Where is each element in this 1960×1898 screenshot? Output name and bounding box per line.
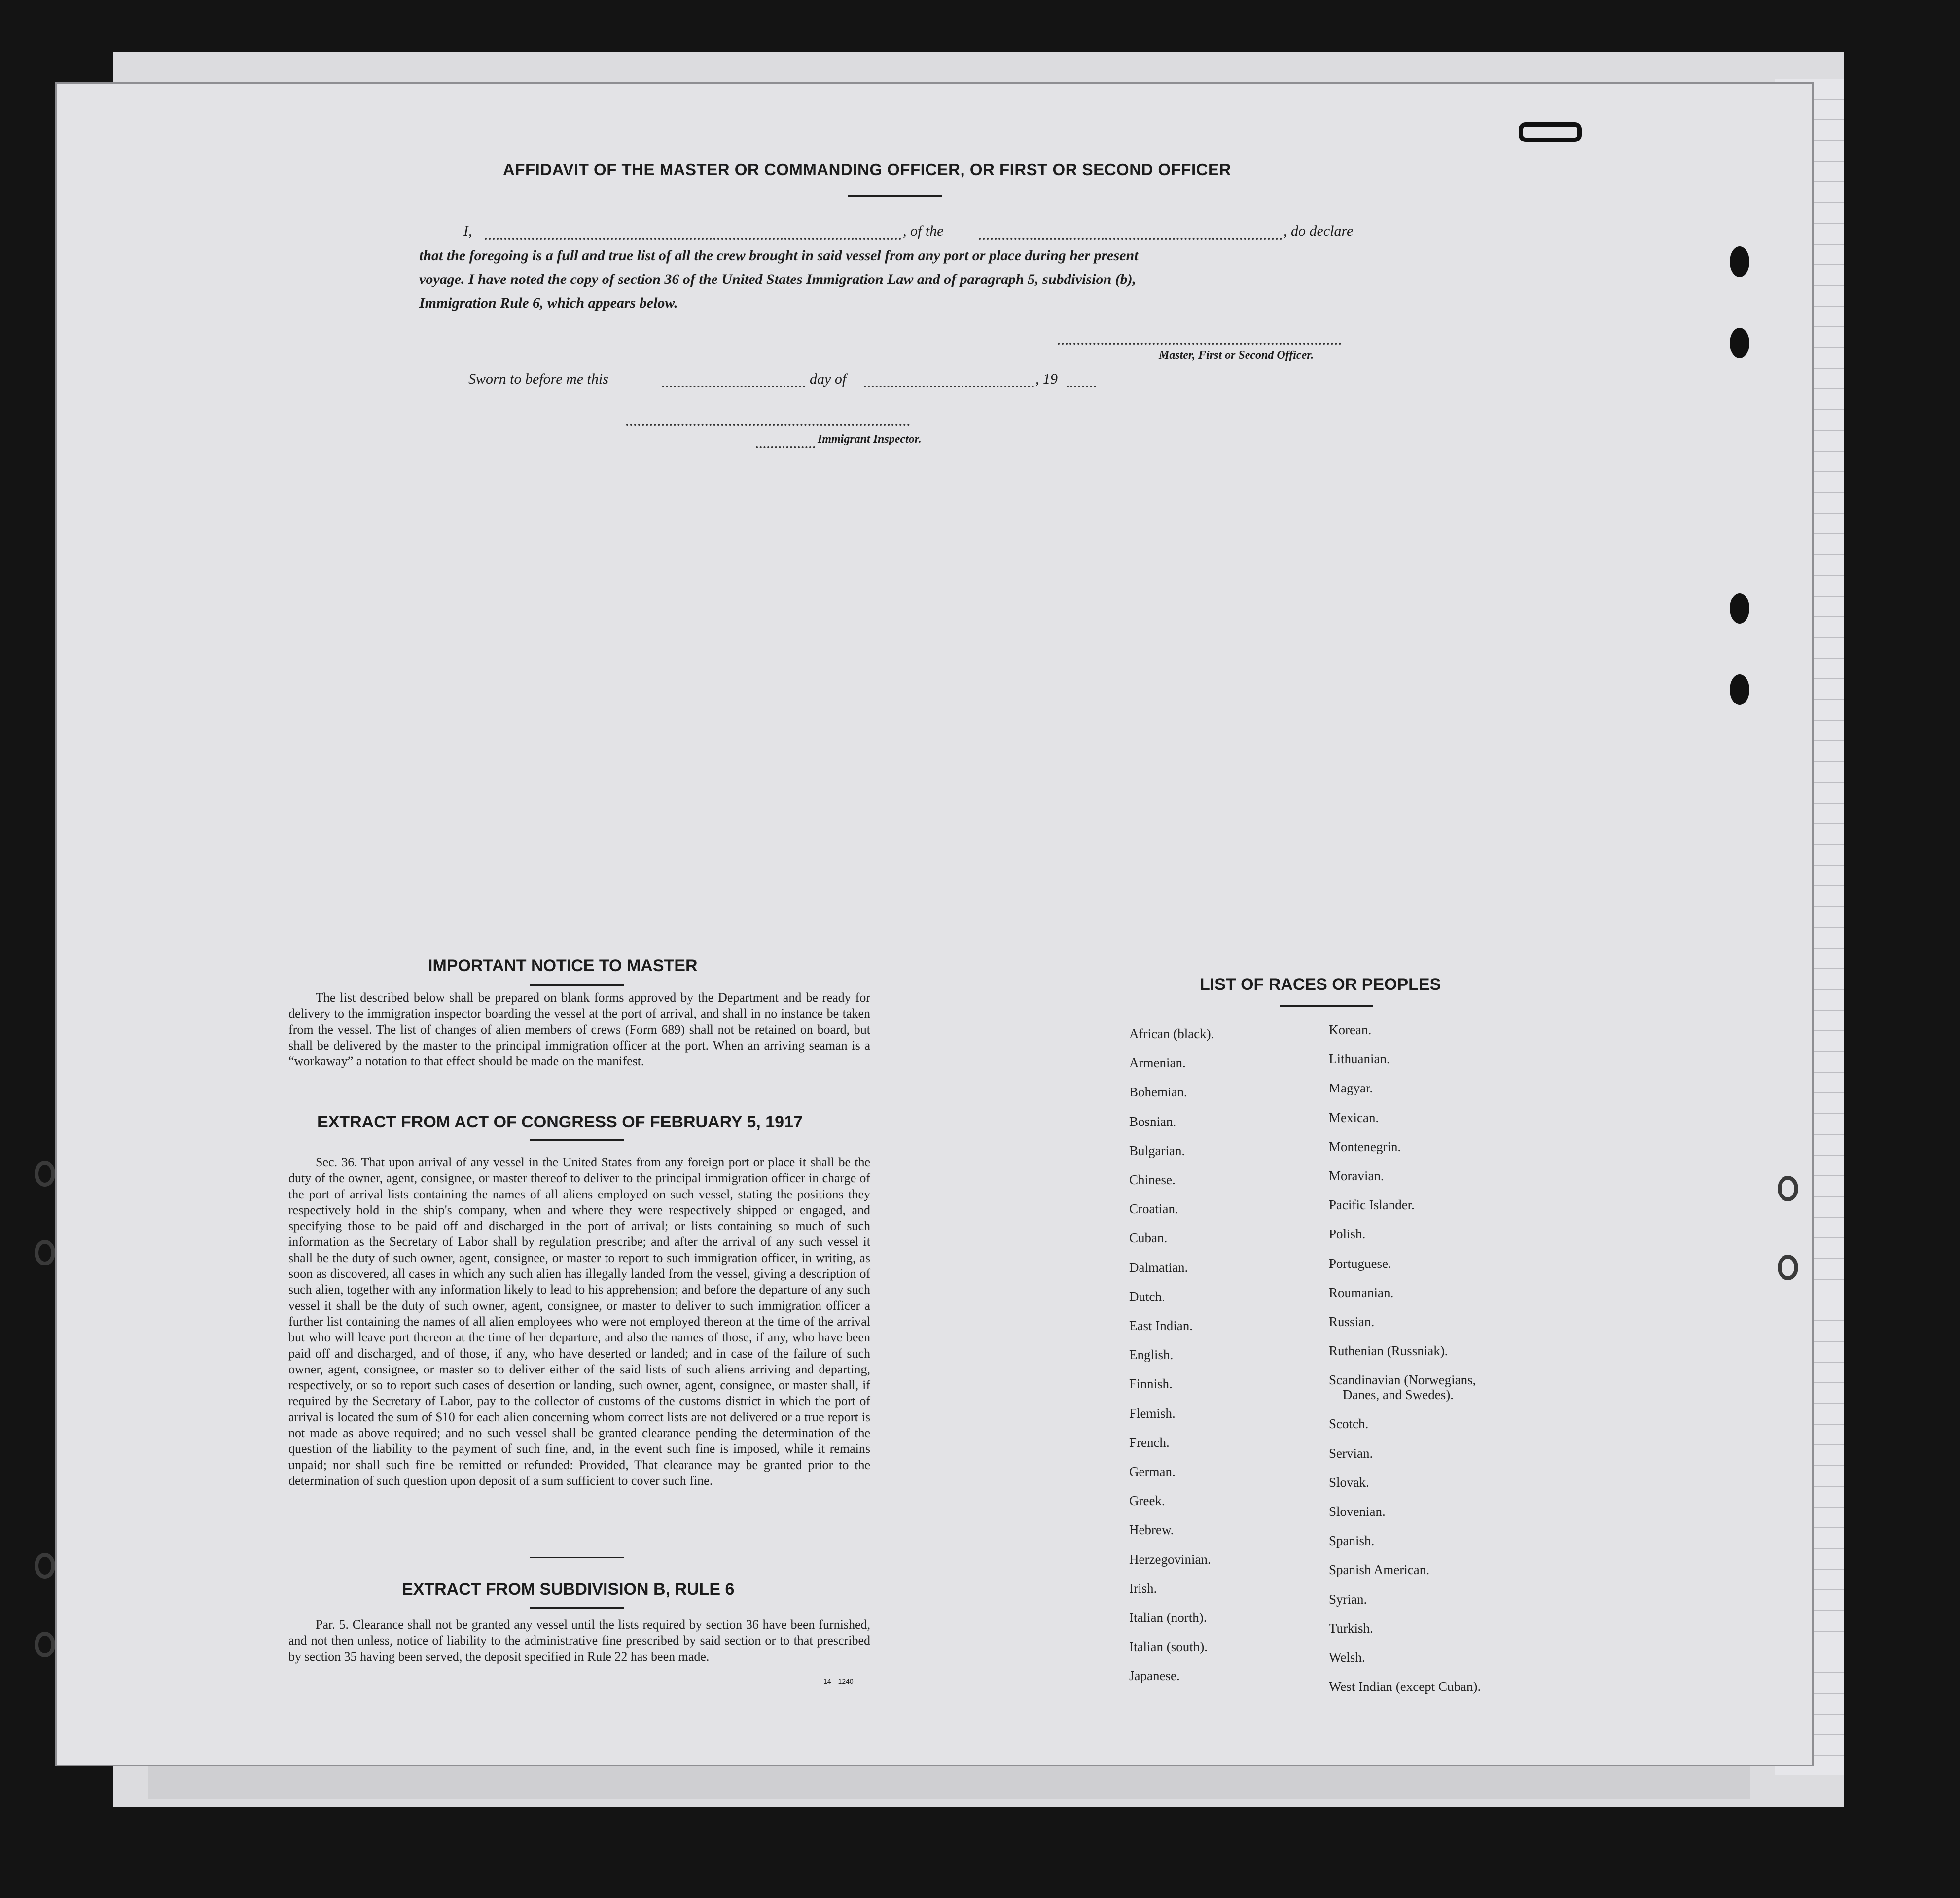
notice-title-rule bbox=[530, 984, 624, 986]
races-left-column bbox=[1129, 1019, 1214, 1691]
sworn-year-field[interactable] bbox=[1067, 386, 1096, 387]
race-item: Japanese. bbox=[1129, 1668, 1180, 1684]
binder-hole-icon bbox=[1730, 246, 1749, 277]
race-item: Slovak. bbox=[1329, 1475, 1369, 1490]
notice-text: The list described below shall be prepared on blank forms approved by the Department and be ready for delivery to the immigration inspector boarding the vessel at the port of arrival, and shall in no instance be taken from the vessel. The list of changes of alien members of crews (Form 689) shall not be retained on board, but shall be delivered by the master to the principal immigration officer at the port. When an arriving seaman is a “workaway” a notation to that effect should be made on the manifest. bbox=[288, 990, 870, 1069]
binder-hole-icon bbox=[1730, 328, 1749, 358]
sworn-day-field[interactable] bbox=[662, 386, 805, 387]
race-item: German. bbox=[1129, 1464, 1176, 1479]
race-item: Magyar. bbox=[1329, 1081, 1373, 1096]
race-item: Chinese. bbox=[1129, 1172, 1176, 1188]
race-item: West Indian (except Cuban). bbox=[1329, 1679, 1481, 1694]
race-item: Bosnian. bbox=[1129, 1114, 1176, 1129]
binder-hole-icon bbox=[1730, 593, 1749, 624]
affidavit-i-label: I, bbox=[463, 223, 472, 239]
race-item: Italian (north). bbox=[1129, 1610, 1207, 1625]
affidavit-vessel-field[interactable] bbox=[979, 238, 1282, 240]
affidavit-text-line4: Immigration Rule 6, which appears below. bbox=[419, 295, 678, 311]
affidavit-declare-label: , do declare bbox=[1283, 223, 1354, 239]
race-item: Scandinavian (Norwegians, bbox=[1329, 1372, 1476, 1388]
race-item: Bulgarian. bbox=[1129, 1143, 1185, 1158]
races-right-column bbox=[1329, 1016, 1481, 1701]
binder-ring-icon bbox=[1778, 1255, 1798, 1280]
race-item: Spanish American. bbox=[1329, 1562, 1429, 1578]
race-item: Mexican. bbox=[1329, 1110, 1379, 1125]
race-item: Syrian. bbox=[1329, 1591, 1367, 1607]
inspector-signature-label: Immigrant Inspector. bbox=[818, 433, 922, 446]
race-item: Pacific Islander. bbox=[1329, 1197, 1415, 1213]
extract-rule-title: EXTRACT FROM SUBDIVISION B, RULE 6 bbox=[402, 1580, 735, 1599]
race-item: Hebrew. bbox=[1129, 1522, 1174, 1538]
race-item: Italian (south). bbox=[1129, 1639, 1208, 1654]
race-item: Bohemian. bbox=[1129, 1085, 1187, 1100]
form-page bbox=[57, 84, 1812, 1765]
race-item: Greek. bbox=[1129, 1493, 1165, 1509]
race-item: Croatian. bbox=[1129, 1201, 1178, 1217]
race-item: Herzegovinian. bbox=[1129, 1551, 1211, 1567]
race-item: Scotch. bbox=[1329, 1416, 1369, 1432]
master-signature-label: Master, First or Second Officer. bbox=[1159, 349, 1314, 362]
race-item: African (black). bbox=[1129, 1026, 1214, 1041]
race-item: Danes, and Swedes). bbox=[1343, 1387, 1454, 1403]
race-item: French. bbox=[1129, 1435, 1170, 1450]
extract-act-title-rule bbox=[530, 1139, 624, 1141]
binder-ring-icon bbox=[35, 1632, 55, 1657]
race-item: Roumanian. bbox=[1329, 1285, 1394, 1300]
race-item: Ruthenian (Russniak). bbox=[1329, 1343, 1448, 1359]
sworn-day-of-label: day of bbox=[810, 371, 847, 387]
binder-hole-icon bbox=[1730, 674, 1749, 705]
race-item: Korean. bbox=[1329, 1022, 1372, 1037]
race-item: Polish. bbox=[1329, 1227, 1366, 1242]
race-item: Portuguese. bbox=[1329, 1256, 1391, 1271]
extract-act-title: EXTRACT FROM ACT OF CONGRESS OF FEBRUARY 5, 1917 bbox=[317, 1113, 803, 1131]
inspector-signature-field[interactable] bbox=[626, 424, 910, 426]
master-signature-field[interactable] bbox=[1058, 343, 1341, 345]
extract-act-end-rule bbox=[530, 1557, 624, 1558]
form-number: 14—1240 bbox=[823, 1677, 854, 1685]
paper-clip-icon bbox=[1519, 122, 1582, 142]
extract-rule-title-rule bbox=[530, 1607, 624, 1609]
binder-ring-icon bbox=[35, 1553, 55, 1579]
race-item: Cuban. bbox=[1129, 1230, 1168, 1246]
race-item: Irish. bbox=[1129, 1581, 1157, 1596]
extract-act-text: Sec. 36. That upon arrival of any vessel in the United States from any foreign port or place it shall be the duty of the owner, agent, consignee, or master thereof to deliver to the principal immigration officer in charge of the port of arrival lists containing the names of all aliens employed on such vessel, stating the positions they respectively hold in the ship's company, when and where they were respectively shipped or engaged, and specifying those to be paid off and discharged in the port of arrival; or lists containing so much of such information as the Secretary of Labor shall by regulation prescribe; and after the arrival of any such vessel it shall be the duty of such owner, agent, consignee, or master to report to such immigration officer, in writing, as soon as discovered, all cases in which any such alien has illegally landed from the vessel, giving a description of such alien, together with any information likely to lead to his apprehension; and before the departure of any such vessel it shall be the duty of such owner, agent, consignee, or master to deliver to such immigration officer a further list containing the names of all alien employees who were not employed thereon at the time of the arrival but who will leave port thereon at the time of her departure, and also the names of those, if any, who have been paid off and discharged, and of those, if any, who have deserted or landed; and in case of the failure of such owner, agent, consignee, or master so to deliver either of the said lists of such aliens arriving and departing, respectively, or so to report such cases of desertion or landing, such owner, agent, consignee, or master shall, if required by the Secretary of Labor, pay to the collector of customs of the customs district in which the port of arrival is located the sum of $10 for each alien concerning whom correct lists are not delivered or a true report is not made as above required; and no such vessel shall be granted clearance pending the determination of the question of the liability to the payment of such fine, and, in the event such fine is imposed, while it remains unpaid; nor shall such fine be remitted or refunded: Provided, That clearance may be granted prior to the determination of such question upon deposit of a sum sufficient to cover such fine. bbox=[288, 1155, 870, 1488]
race-item: Lithuanian. bbox=[1329, 1052, 1390, 1067]
races-title-rule bbox=[1280, 1005, 1373, 1007]
race-item: Montenegrin. bbox=[1329, 1139, 1401, 1154]
background-sheet-bottom bbox=[148, 1765, 1750, 1799]
affidavit-text-line2: that the foregoing is a full and true list of all the crew brought in said vessel from any port or place during her present bbox=[419, 247, 1139, 264]
binder-ring-icon bbox=[35, 1240, 55, 1265]
sworn-prefix: Sworn to before me this bbox=[468, 371, 608, 387]
race-item: English. bbox=[1129, 1347, 1174, 1363]
race-item: Turkish. bbox=[1329, 1620, 1373, 1636]
race-item: Flemish. bbox=[1129, 1406, 1176, 1421]
affidavit-title: AFFIDAVIT OF THE MASTER OR COMMANDING OFFICER, OR FIRST OR SECOND OFFICER bbox=[503, 160, 1231, 178]
race-item: Slovenian. bbox=[1329, 1504, 1386, 1519]
binder-ring-icon bbox=[1778, 1176, 1798, 1201]
race-item: Finnish. bbox=[1129, 1376, 1173, 1392]
race-item: East Indian. bbox=[1129, 1318, 1193, 1334]
race-item: Servian. bbox=[1329, 1445, 1373, 1461]
race-item: Dalmatian. bbox=[1129, 1260, 1188, 1275]
extract-rule-text: Par. 5. Clearance shall not be granted any vessel until the lists required by section 36 have been furnished, and not then unless, notice of liability to the administrative fine prescribed by said section or to that prescribed by section 35 having been served, the deposit specified in Rule 22 has been made. bbox=[288, 1617, 870, 1664]
race-item: Spanish. bbox=[1329, 1533, 1375, 1548]
race-item: Russian. bbox=[1329, 1314, 1375, 1330]
races-title: LIST OF RACES OR PEOPLES bbox=[1200, 975, 1441, 994]
notice-title: IMPORTANT NOTICE TO MASTER bbox=[428, 956, 698, 975]
affidavit-name-field[interactable] bbox=[485, 238, 901, 240]
race-item: Armenian. bbox=[1129, 1055, 1186, 1071]
binder-ring-icon bbox=[35, 1161, 55, 1187]
affidavit-text-line3: voyage. I have noted the copy of section 36 of the United States Immigration Law and of paragraph 5, subdivision (b), bbox=[419, 271, 1137, 287]
affidavit-of-the-label: , of the bbox=[903, 223, 944, 239]
sworn-month-field[interactable] bbox=[864, 386, 1034, 387]
sworn-year-label: , 19 bbox=[1035, 371, 1058, 387]
race-item: Dutch. bbox=[1129, 1289, 1165, 1304]
race-item: Welsh. bbox=[1329, 1650, 1365, 1665]
inspector-signature-prefix bbox=[756, 446, 815, 448]
affidavit-title-rule bbox=[848, 195, 942, 197]
race-item: Moravian. bbox=[1329, 1168, 1384, 1184]
